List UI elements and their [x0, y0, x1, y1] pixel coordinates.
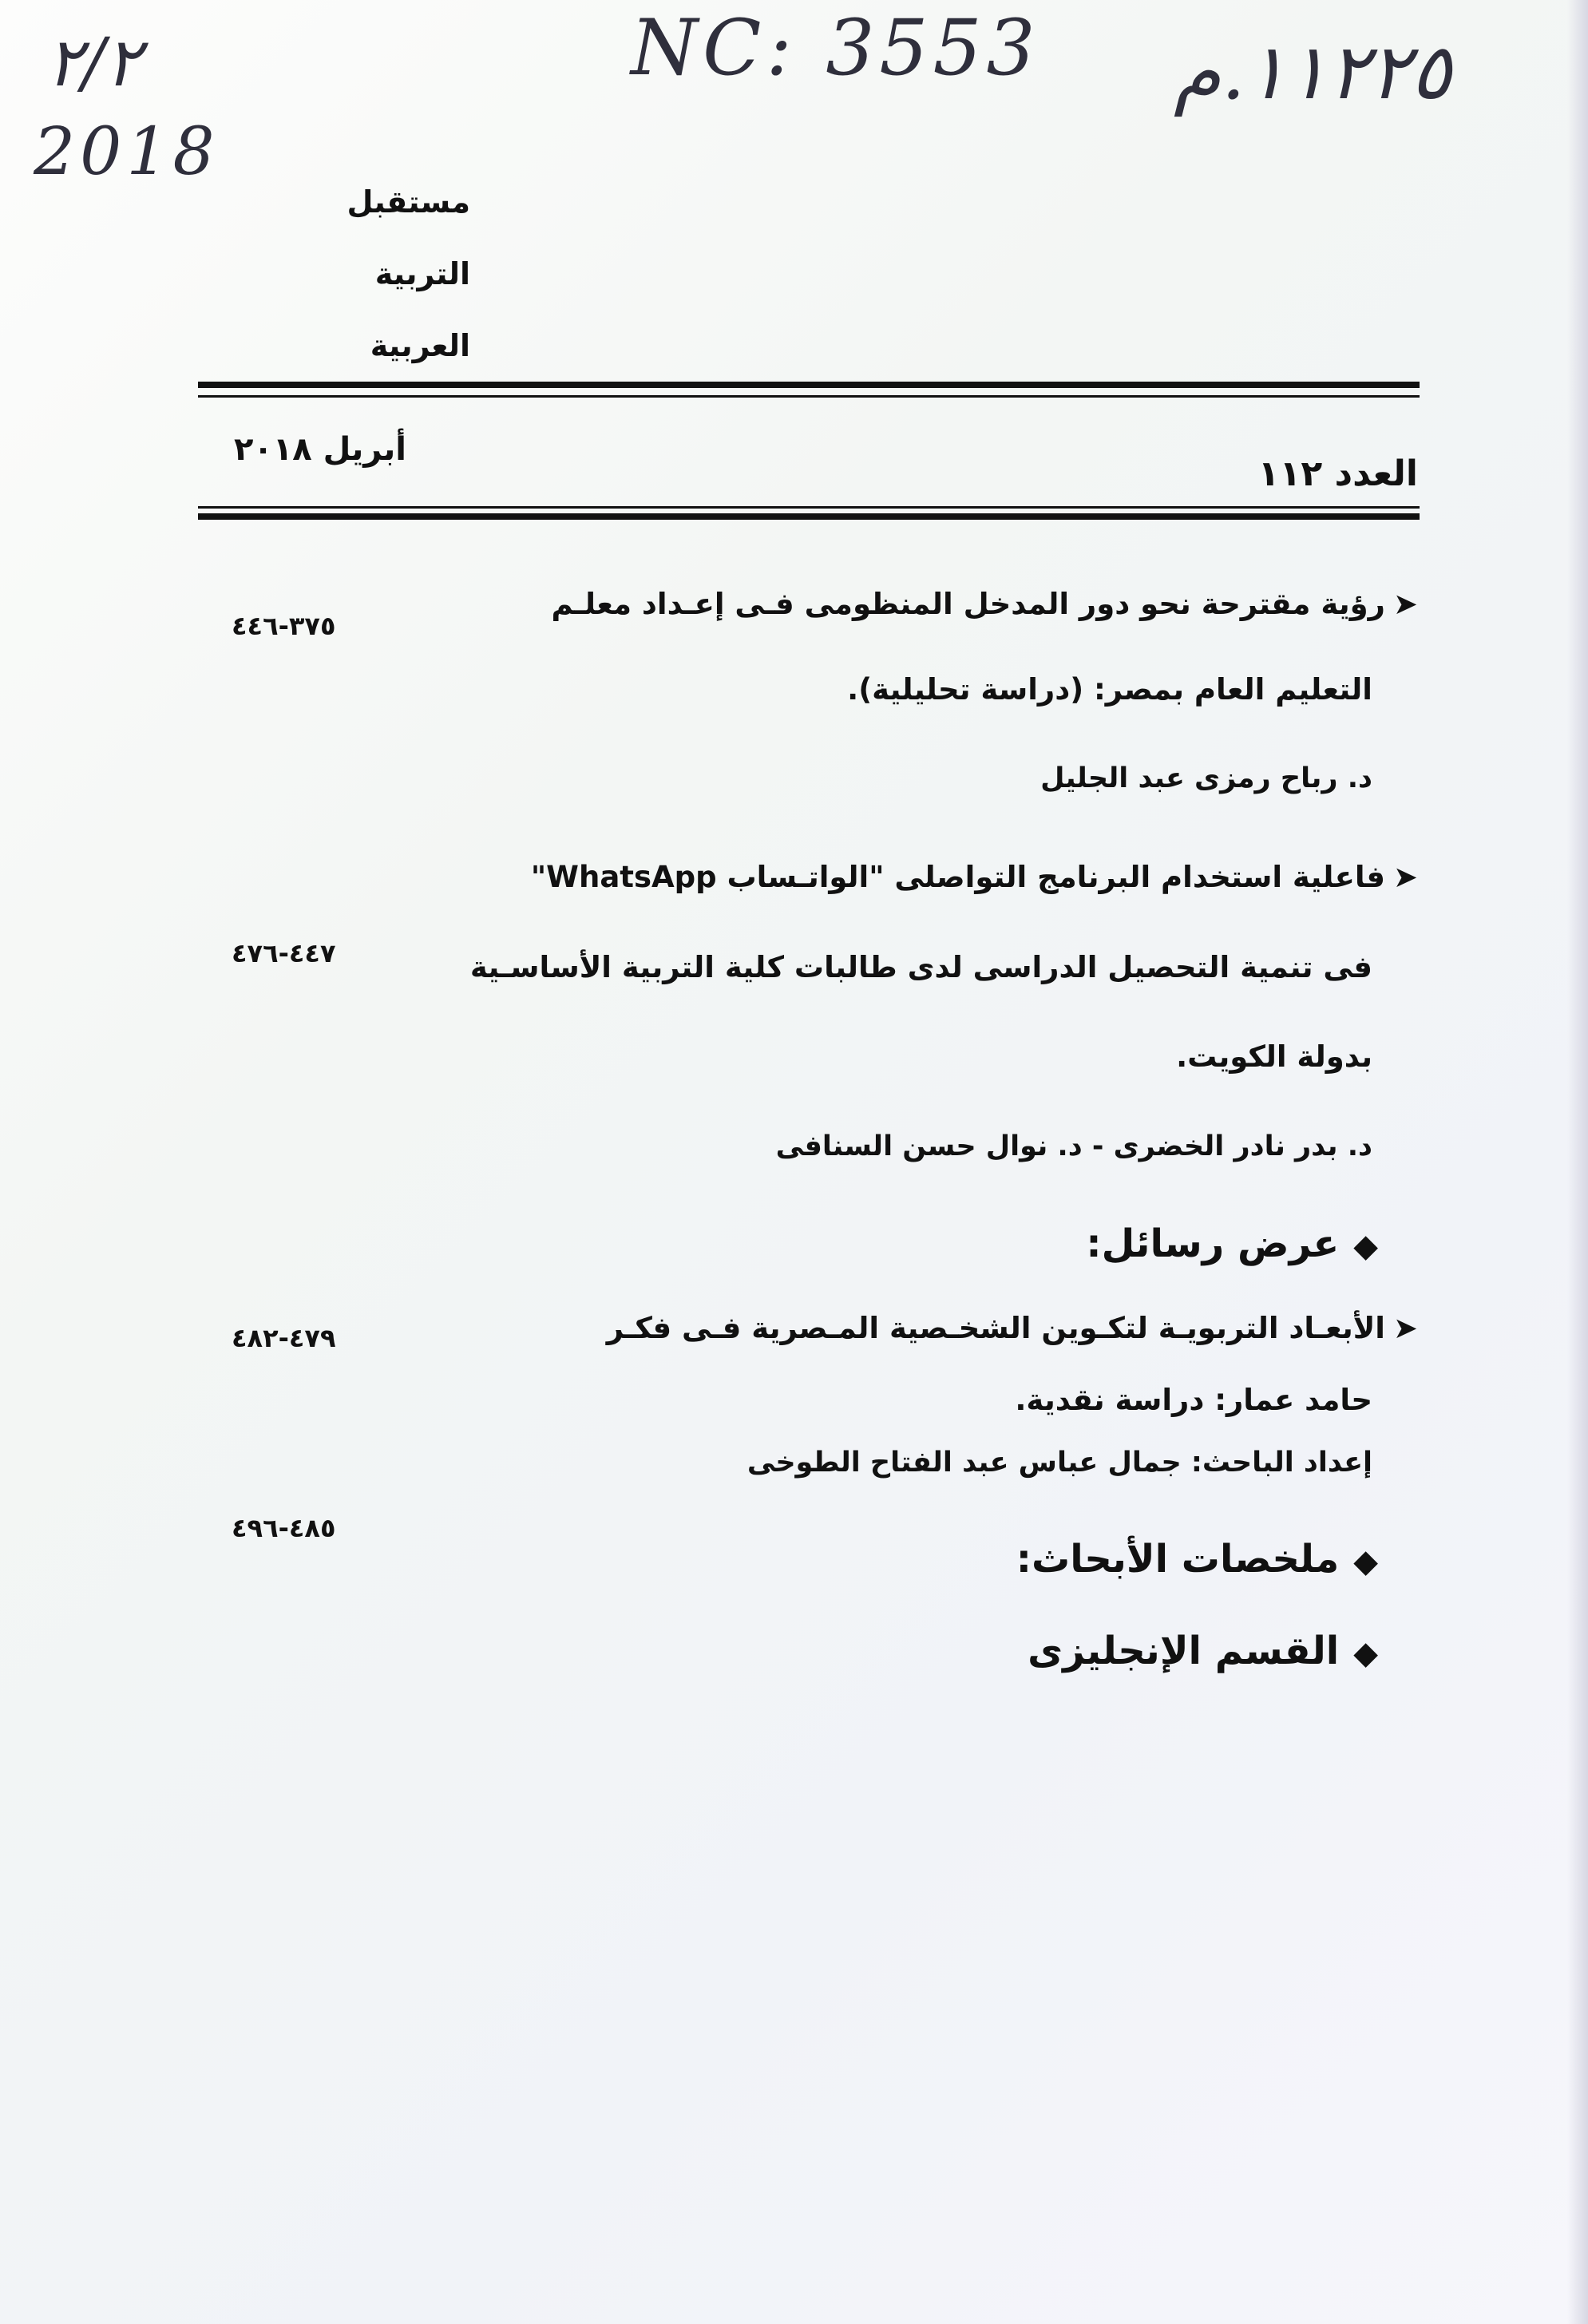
section-heading-text: القسم الإنجليزى — [1028, 1629, 1340, 1673]
handwritten-call-number: NC: 3553 — [631, 3, 1040, 93]
article-title — [531, 860, 1418, 894]
article-title-continued: حامد عمار: دراسة نقدية. — [1015, 1383, 1372, 1417]
article-author: د. بدر نادر الخضرى - د. نوال حسن السنافى — [775, 1130, 1372, 1162]
issue-date: أبريل ٢٠١٨ — [234, 431, 406, 468]
section-heading-reviews — [1086, 1221, 1378, 1266]
page-range: ٣٧٥-٤٤٦ — [232, 611, 336, 641]
section-heading-abstracts — [1016, 1537, 1378, 1582]
arrow-bullet-icon: ➤ — [1392, 860, 1418, 894]
journal-title-line: العربية — [370, 328, 470, 363]
handwritten-accession-number: ١١٢٢٥.م — [1174, 27, 1451, 117]
article-title-continued: التعليم العام بمصر: (دراسة تحليلية). — [847, 672, 1372, 707]
section-heading-text: عرض رسائل: — [1086, 1221, 1340, 1266]
article-title-continued: فى تنمية التحصيل الدراسى لدى طالبات كلية التربية الأساسـية — [469, 950, 1372, 984]
arrow-bullet-icon: ➤ — [1392, 587, 1418, 621]
handwritten-year: 2018 — [34, 114, 220, 190]
page-edge-shadow — [1567, 0, 1588, 2324]
section-heading-text: ملخصات الأبحاث: — [1016, 1537, 1340, 1582]
journal-title-line: التربية — [374, 256, 470, 291]
article-title-text: رؤية مقترحة نحو دور المدخل المنظومى فـى إعـداد معلـم — [551, 587, 1385, 621]
page-range: ٤٨٥-٤٩٦ — [232, 1513, 336, 1543]
article-title-text: فاعلية استخدام البرنامج التواصلى "الواتـساب WhatsApp" — [530, 860, 1385, 894]
page-range: ٤٤٧-٤٧٦ — [232, 938, 336, 968]
section-heading-english — [1028, 1629, 1378, 1673]
page-range: ٤٧٩-٤٨٢ — [232, 1323, 336, 1353]
journal-title-line: مستقبل — [347, 184, 470, 220]
article-title-text: الأبعـاد التربويـة لتكـوين الشخـصية المـصرية فـى فكـر — [606, 1311, 1385, 1345]
journal-title — [263, 166, 470, 382]
header-rule-thin — [198, 395, 1420, 398]
article-title-continued: بدولة الكويت. — [1176, 1039, 1372, 1074]
header-rule-thick — [198, 382, 1420, 388]
arrow-bullet-icon: ➤ — [1392, 1311, 1418, 1345]
diamond-bullet-icon: ◆ — [1353, 1228, 1378, 1265]
article-author: د. رباح رمزى عبد الجليل — [1040, 762, 1372, 794]
header-rule-thin — [198, 506, 1420, 509]
article-author: إعداد الباحث: جمال عباس عبد الفتاح الطوخى — [746, 1447, 1372, 1479]
handwritten-note-top-left: ٢/٢ — [46, 23, 141, 101]
article-title — [551, 587, 1418, 621]
header-rule-thick — [198, 513, 1420, 520]
diamond-bullet-icon: ◆ — [1353, 1543, 1378, 1580]
article-title — [607, 1311, 1418, 1345]
issue-number: العدد ١١٢ — [1257, 453, 1418, 494]
diamond-bullet-icon: ◆ — [1353, 1635, 1378, 1672]
